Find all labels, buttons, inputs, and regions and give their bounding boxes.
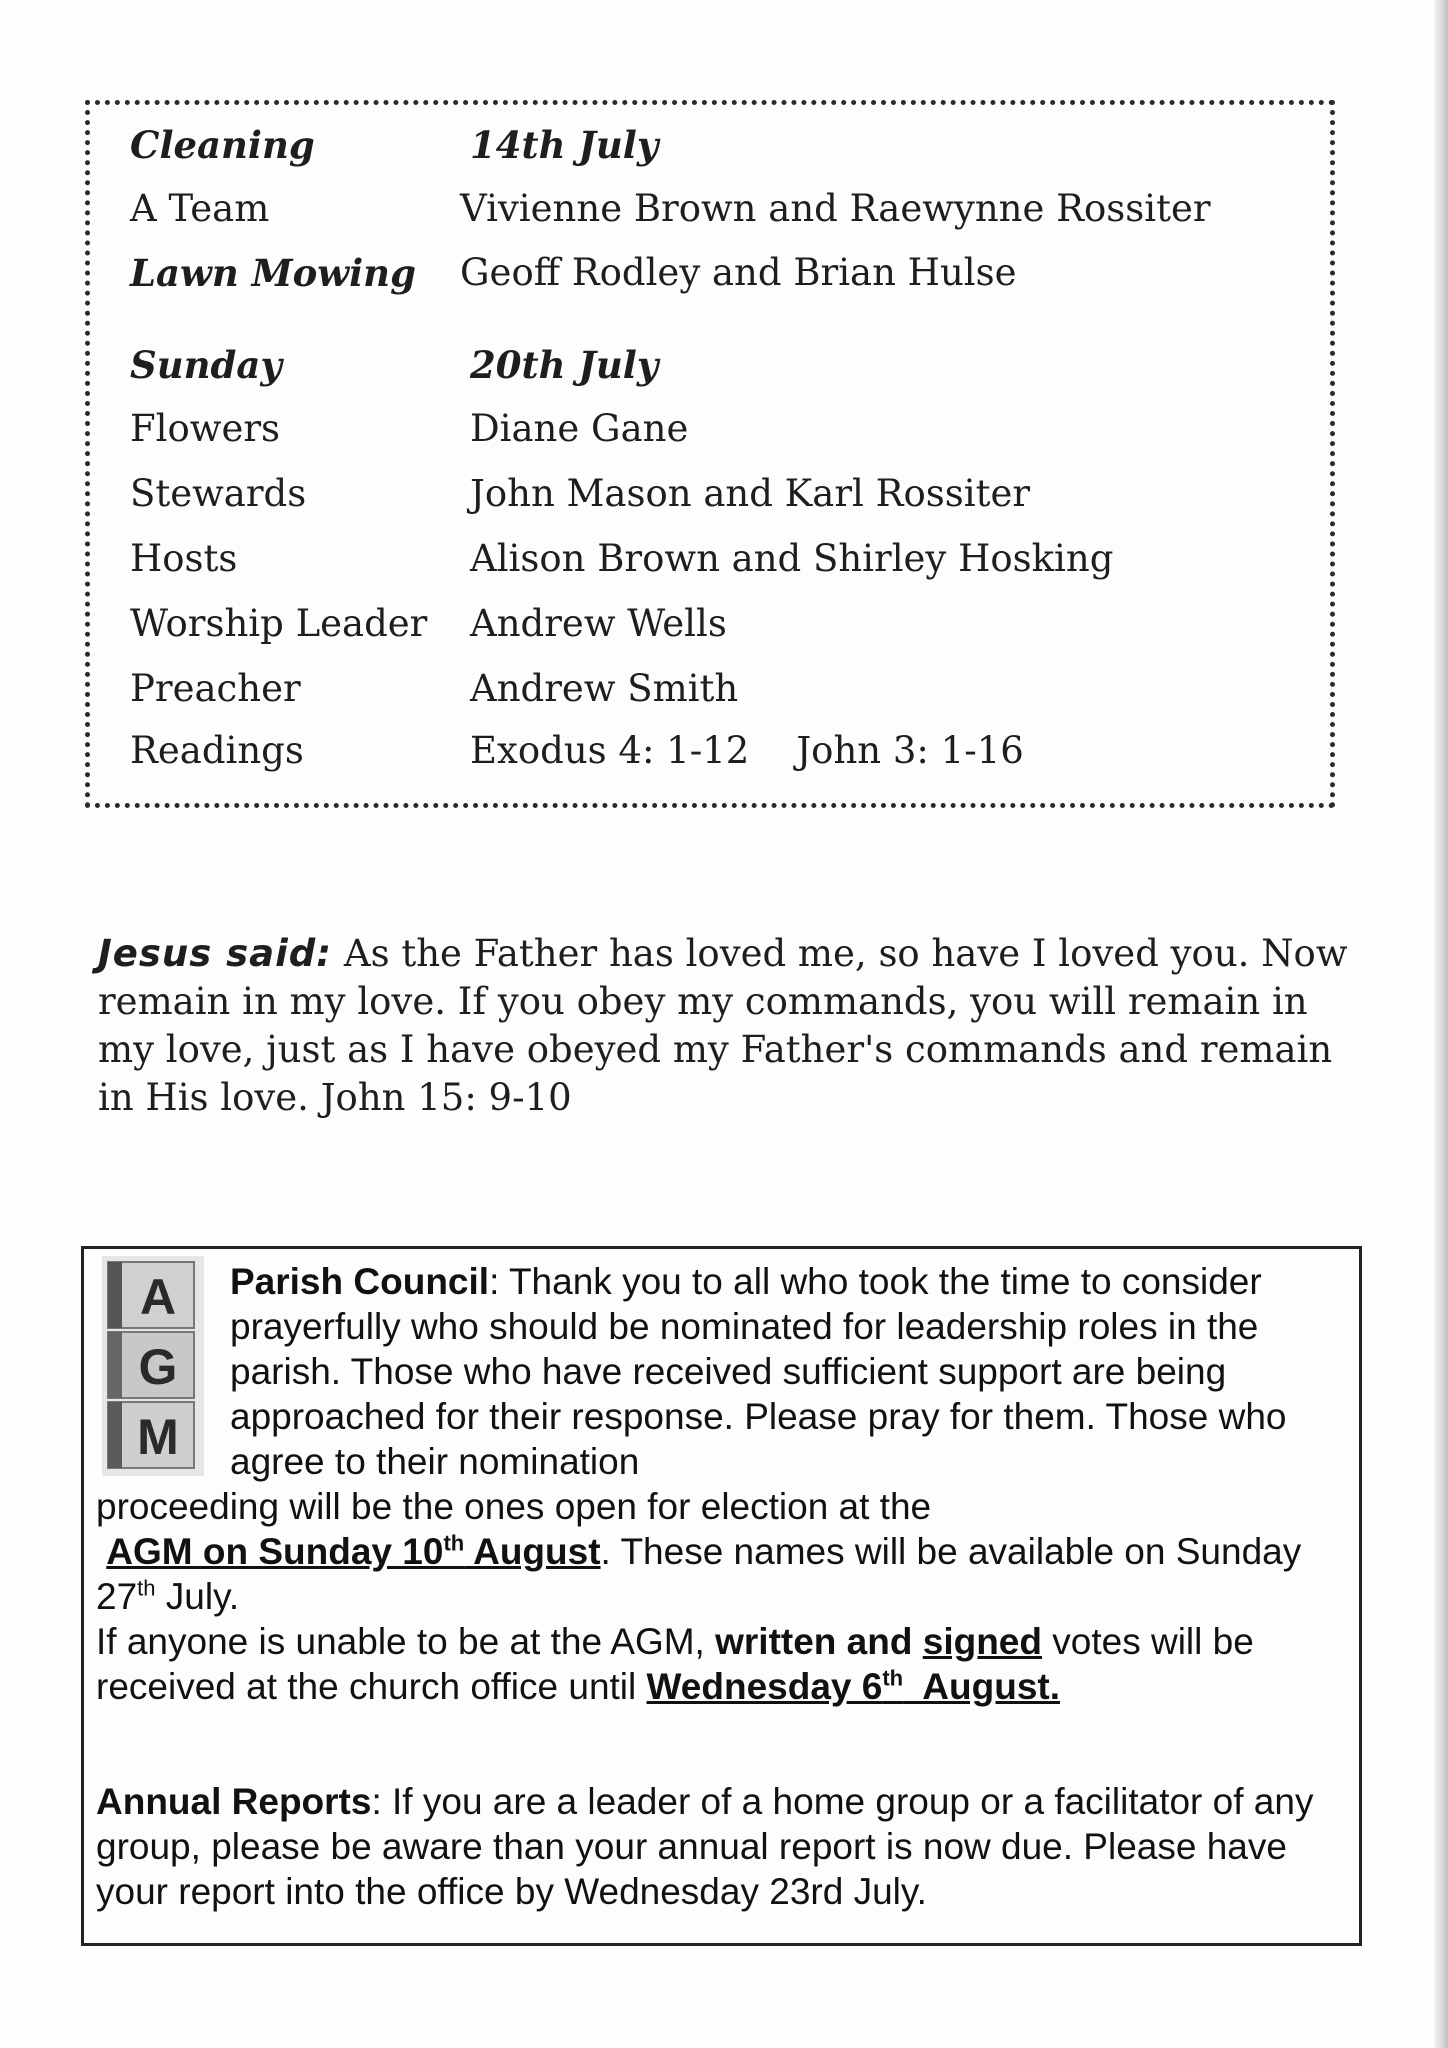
annual-reports-title: Annual Reports — [96, 1781, 372, 1822]
votes-bold-a: written and — [715, 1621, 923, 1662]
roster-row-readings — [130, 729, 1024, 773]
scripture-quote — [98, 930, 1348, 1122]
duty-value: Andrew Smith — [470, 667, 739, 710]
names-available-text: . These names will be available on Sunday 27 — [96, 1531, 1302, 1617]
duty-value: Diane Gane — [470, 407, 689, 450]
cleaning-label: Cleaning — [130, 123, 315, 167]
names-available-month: July. — [155, 1576, 240, 1617]
deadline-sup: th — [882, 1665, 904, 1691]
duty-value: Exodus 4: 1-12 John 3: 1-16 — [470, 729, 1024, 772]
duty-label: Worship Leader — [130, 602, 428, 645]
duty-label: Readings — [130, 729, 304, 772]
votes-text-a: If anyone is unable to be at the AGM, — [96, 1621, 716, 1662]
roster-row-a-team — [130, 187, 1211, 231]
duty-label: Stewards — [130, 472, 307, 515]
parish-text-2: proceeding will be the ones open for election at the — [96, 1486, 932, 1527]
duty-value: John Mason and Karl Rossiter — [470, 472, 1031, 515]
parish-notice-box — [81, 1246, 1362, 1946]
duty-label: Hosts — [130, 537, 238, 580]
roster-row-lawn-mowing — [130, 251, 1017, 296]
names-sup: th — [137, 1575, 156, 1601]
agm-date-text: AGM on Sunday 10 — [106, 1531, 444, 1572]
roster-row-hosts — [130, 537, 1114, 581]
parish-council-title: Parish Council — [230, 1261, 490, 1302]
parish-council-paragraph — [96, 1259, 1356, 1709]
logo-letter-g: G — [138, 1339, 178, 1395]
duty-roster — [85, 100, 1335, 808]
quote-lead: Jesus said: — [98, 932, 333, 975]
parish-text-1: : Thank you to all who took the time to consider prayerfully who should be nominated for leadership roles in the parish. Those who have received sufficient support are being approached for their response. Please pray for them. Those who agree to their nomination — [230, 1261, 1287, 1482]
roster-row-preacher — [130, 667, 739, 711]
sunday-label: Sunday — [130, 343, 282, 387]
a-team-value: Vivienne Brown and Raewynne Rossiter — [460, 187, 1211, 230]
votes-text-b: votes will be received at the church office until — [96, 1621, 1254, 1707]
votes-bold-signed: signed — [922, 1621, 1042, 1662]
agm-date-sup: th — [443, 1530, 465, 1556]
sunday-date: 20th July — [470, 343, 659, 387]
a-team-label: A Team — [130, 187, 270, 230]
roster-row-flowers — [130, 407, 689, 451]
vote-deadline — [647, 1666, 1060, 1707]
roster-row-sunday — [130, 343, 659, 388]
annual-reports-paragraph — [96, 1779, 1356, 1914]
roster-row-cleaning — [130, 123, 659, 168]
agm-date — [106, 1531, 600, 1572]
lawn-mowing-label: Lawn Mowing — [130, 251, 416, 295]
quote-text: As the Father has loved me, so have I loved you. Now remain in my love. If you obey my commands, you will remain in my love, just as I have obeyed my Father's commands and remain in His love. John 15: 9-10 — [98, 932, 1348, 1119]
page-edge — [1434, 0, 1448, 2048]
deadline-month: August. — [903, 1666, 1060, 1707]
logo-letter-m: M — [137, 1409, 179, 1465]
roster-row-worship-leader — [130, 602, 727, 646]
duty-value: Alison Brown and Shirley Hosking — [470, 537, 1114, 580]
roster-row-stewards — [130, 472, 1031, 516]
duty-label: Flowers — [130, 407, 281, 450]
lawn-mowing-value: Geoff Rodley and Brian Hulse — [460, 251, 1017, 294]
deadline-text: Wednesday 6 — [646, 1666, 883, 1707]
annual-reports-text: : If you are a leader of a home group or a facilitator of any group, please be aware than your annual report is now due. Please have your report into the office by Wednesday 23rd July. — [96, 1781, 1314, 1912]
parish-intro — [96, 1259, 1356, 1484]
duty-value: Andrew Wells — [470, 602, 727, 645]
duty-label: Preacher — [130, 667, 301, 710]
cleaning-date: 14th July — [470, 123, 659, 167]
logo-letter-a: A — [139, 1269, 177, 1325]
agm-date-month: August — [464, 1531, 601, 1572]
